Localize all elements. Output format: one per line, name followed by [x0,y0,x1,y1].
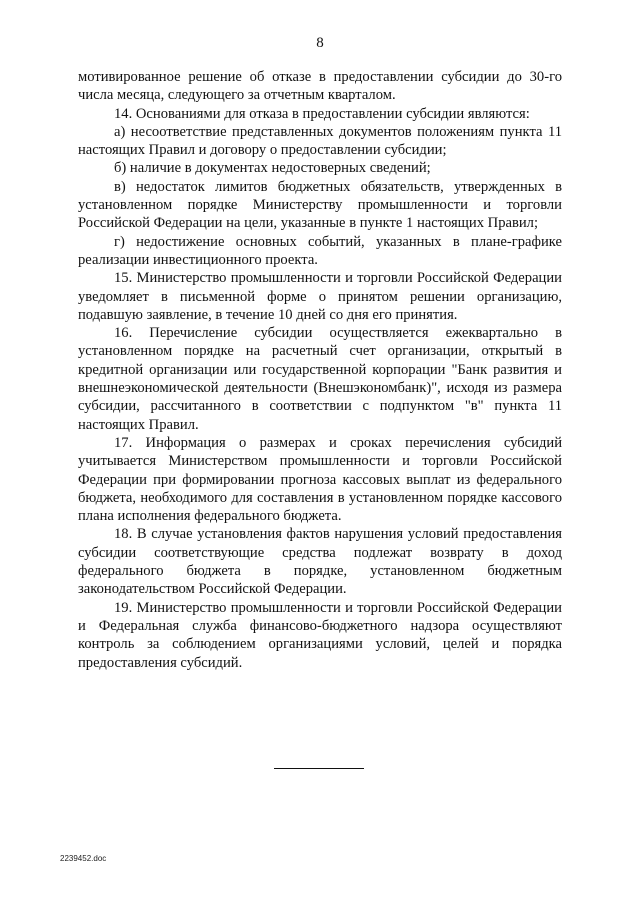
paragraph-continuation: мотивированное решение об отказе в предоставлении субсидии до 30-го числа месяца, следующего за отчетным кварталом. [78,69,562,104]
page-number: 8 [316,35,324,51]
document-body [78,68,562,672]
paragraph-16: 16. Перечисление субсидии осуществляется ежеквартально в установленном порядке на расчетный счет организации, открытый в кредитной организации или государственной корпорации "Банк развития и внешнеэкономической деятельности (Внешэкономбанк)", исходя из размера субсидии, рассчитанного в соответствии с подпунктом "в" пункта 11 настоящих Правил. [78,325,562,433]
paragraph-17: 17. Информация о размерах и сроках перечисления субсидий учитывается Министерством промышленности и торговли Российской Федерации при формировании прогноза кассовых выплат из федерального бюджета, необходимого для составления в установленном порядке кассового плана исполнения федерального бюджета. [78,434,562,525]
paragraph-14-g: г) недостижение основных событий, указанных в плане-графике реализации инвестиционного проекта. [78,233,562,268]
end-separator-line [274,768,364,769]
paragraph-14-b: б) наличие в документах недостоверных сведений; [114,160,431,177]
paragraph-14: 14. Основаниями для отказа в предоставлении субсидии являются: [114,105,530,122]
paragraph-15: 15. Министерство промышленности и торговли Российской Федерации уведомляет в письменной форме о принятом решении организацию, подавшую заявление, в течение 10 дней со дня его принятия. [78,270,562,323]
paragraph-14-a: а) несоответствие представленных документов положениям пункта 11 настоящих Правил и договору о предоставлении субсидии; [78,123,562,159]
document-file-code: 2239452.doc [60,854,107,863]
paragraph-14-v: в) недостаток лимитов бюджетных обязательств, утвержденных в установленном порядке Министерству промышленности и торговли Российской Федерации на цели, указанные в пункте 1 настоящих Правил; [78,178,562,232]
paragraph-18: 18. В случае установления фактов нарушения условий предоставления субсидии соответствующие средства подлежат возврату в доход федерального бюджета в порядке, установленном бюджетным законодательством Российской Федерации. [78,526,562,598]
paragraph-19: 19. Министерство промышленности и торговли Российской Федерации и Федеральная служба финансово-бюджетного надзора осуществляют контроль за соблюдением организациями условий, целей и порядка предоставления субсидий. [78,599,562,671]
